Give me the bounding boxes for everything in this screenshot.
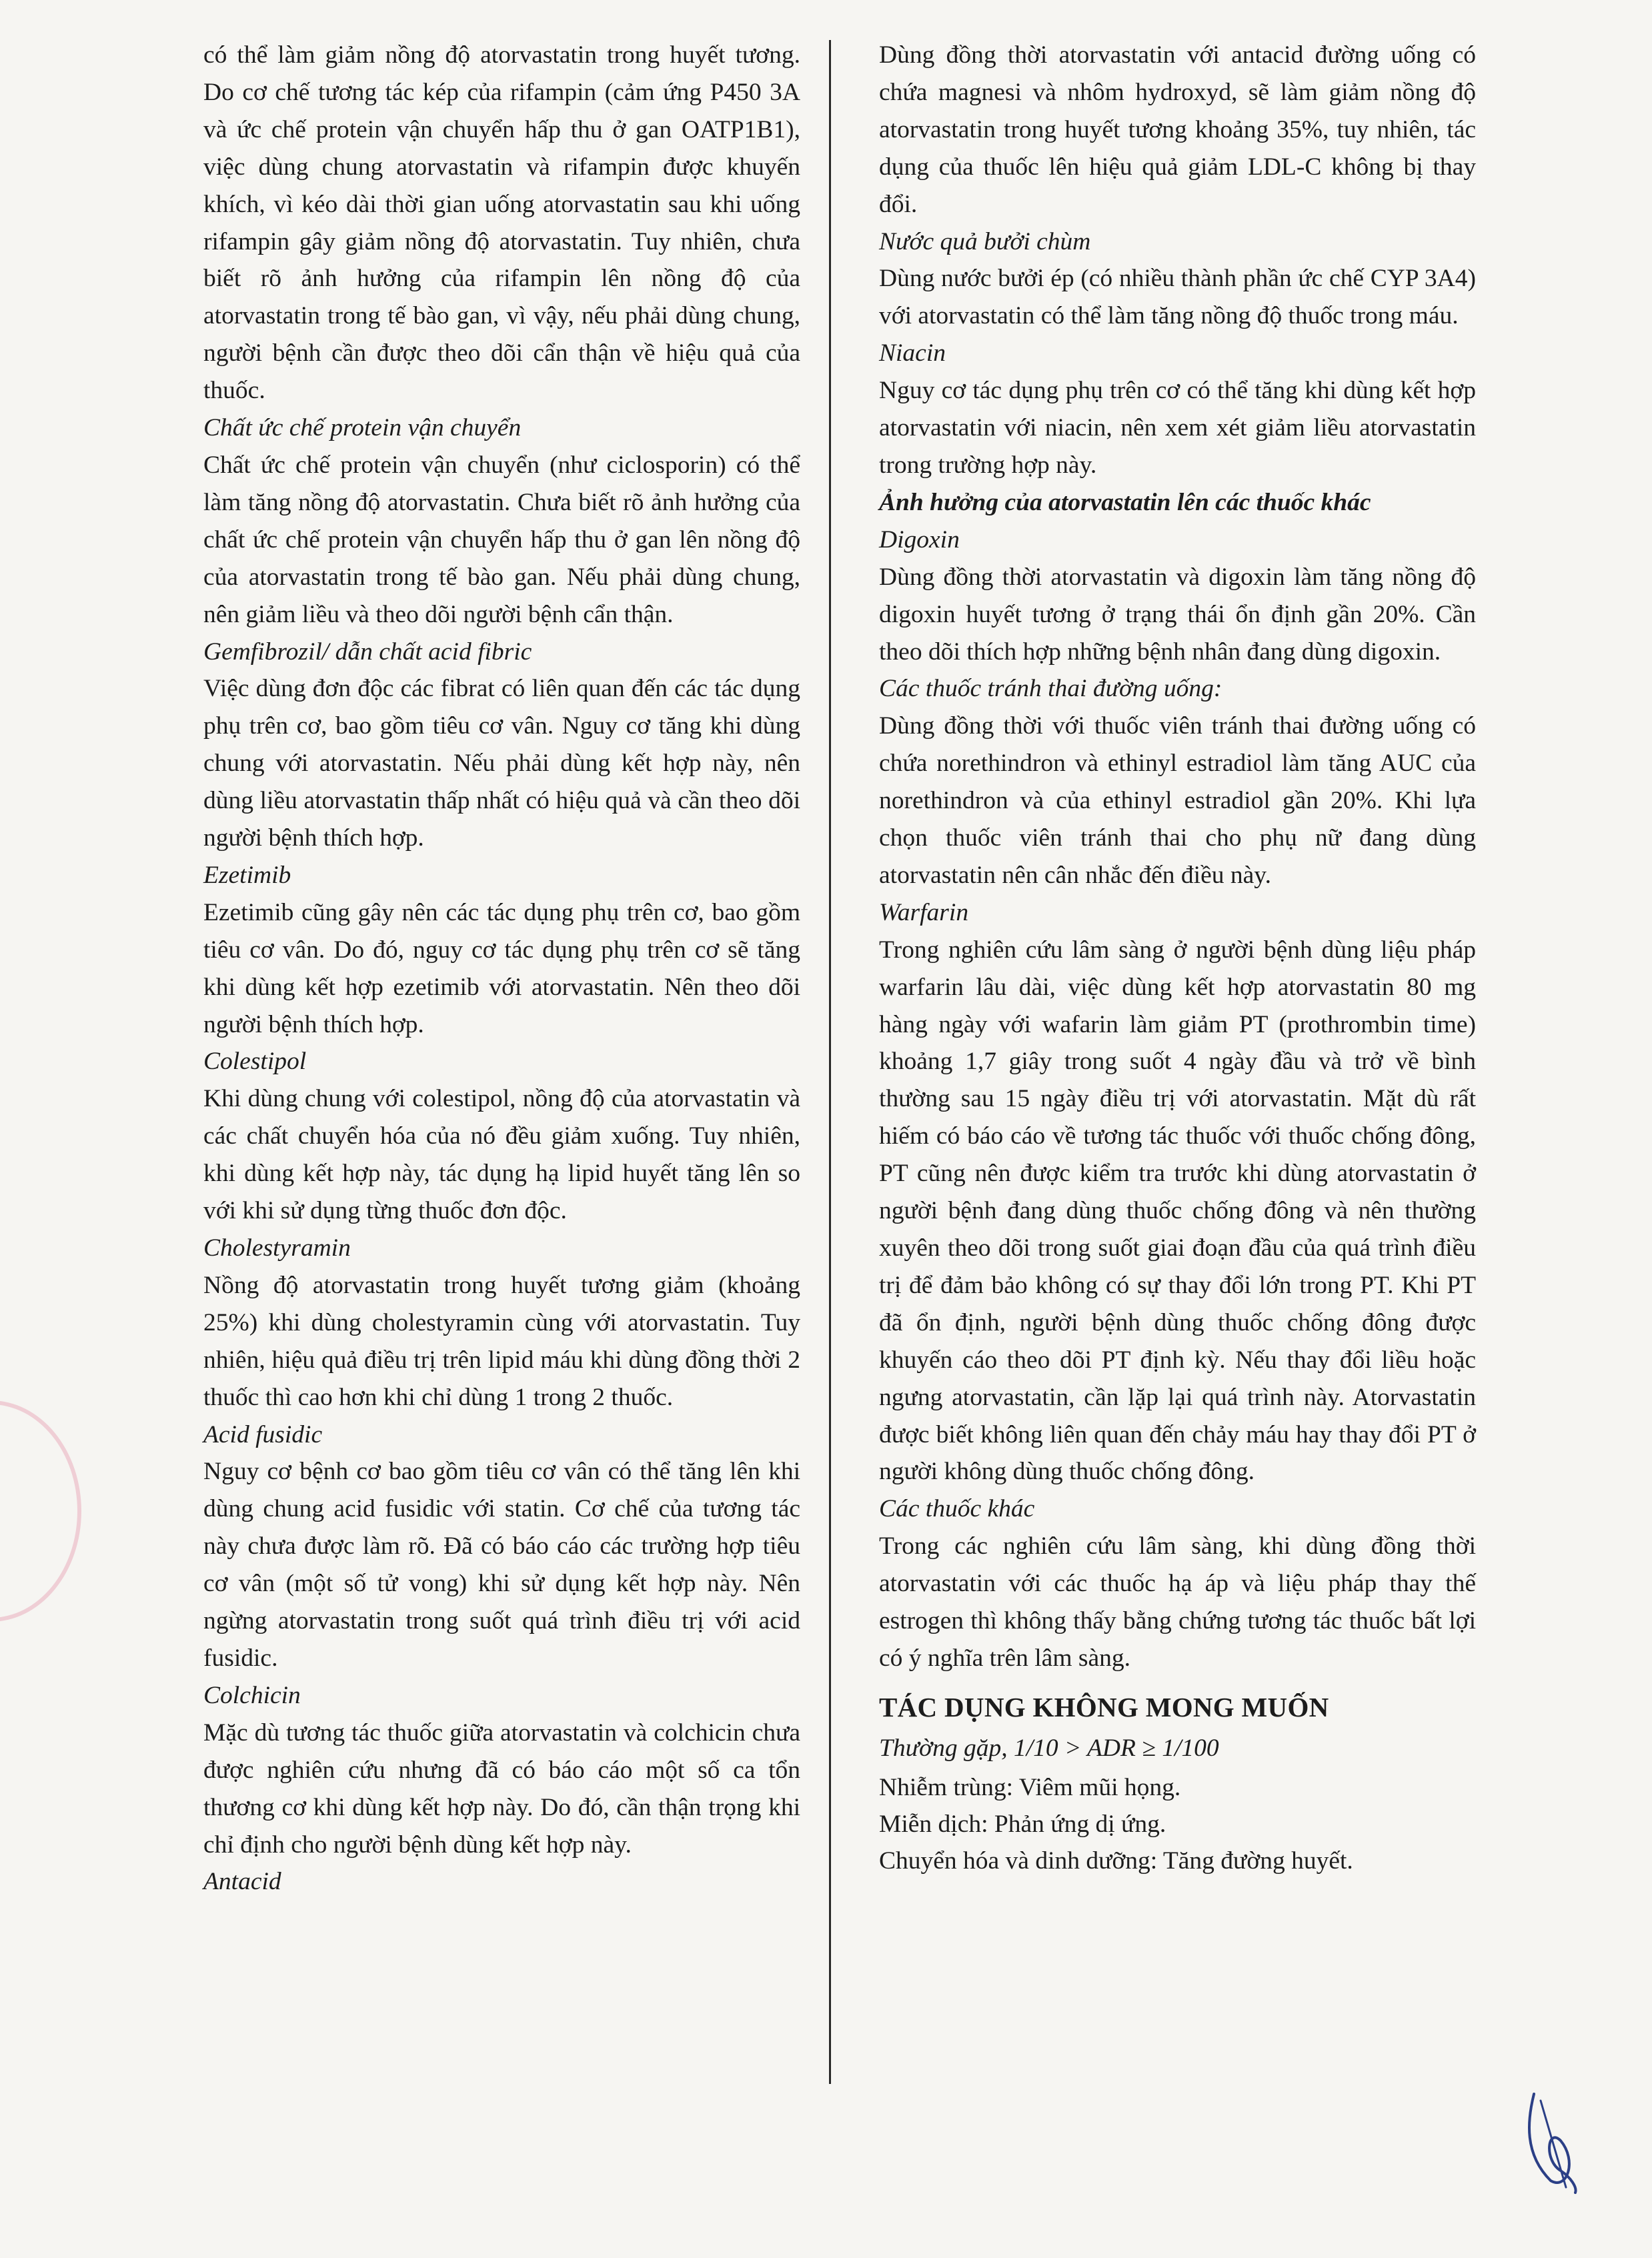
adverse-item-immune: Miễn dịch: Phản ứng dị ứng. (879, 1810, 1166, 1838)
heading-transport-inhibitor: Chất ức chế protein vận chuyển (203, 414, 522, 442)
frequency-label: Thường gặp, 1/10 > ADR ≥ 1/100 (879, 1734, 1219, 1762)
paragraph-acid-fusidic: Nguy cơ bệnh cơ bao gồm tiêu cơ vân có thể tăng lên khi dùng chung acid fusidic với statin. Cơ chế của tương tác này chưa được làm rõ. Đã có báo cáo các trường hợp tiêu cơ vân (một số tử vong) khi sử dụng kết hợp này. Nên ngừng atorvastatin trong suốt quá trình điều trị với acid fusidic. (203, 1458, 800, 1672)
heading-colchicin: Colchicin (203, 1681, 301, 1709)
paragraph-colchicin: Mặc dù tương tác thuốc giữa atorvastatin và colchicin chưa được nghiên cứu nhưng đã có báo cáo một số ca tổn thương cơ khi dùng kết hợp này. Do đó, cần thận trọng khi chỉ định cho người bệnh dùng kết hợp này. (203, 1719, 800, 1859)
heading-effects-on-other-drugs: Ảnh hưởng của atorvastatin lên các thuốc khác (879, 488, 1371, 516)
paragraph-transport-inhibitor: Chất ức chế protein vận chuyển (như ciclosporin) có thể làm tăng nồng độ atorvastatin. Chưa biết rõ ảnh hưởng của chất ức chế protein vận chuyển hấp thu ở gan lên nồng độ của atorvastatin trong tế bào gan. Nếu phải dùng chung, nên giảm liều và theo dõi người bệnh cẩn thận. (203, 451, 800, 628)
paragraph-grapefruit: Dùng nước bưởi ép (có nhiều thành phần ức chế CYP 3A4) với atorvastatin có thể làm tăng nồng độ thuốc trong máu. (879, 265, 1476, 330)
adverse-item-metabolism: Chuyển hóa và dinh dưỡng: Tăng đường huyết. (879, 1847, 1353, 1875)
paragraph-gemfibrozil: Việc dùng đơn độc các fibrat có liên quan đến các tác dụng phụ trên cơ, bao gồm tiêu cơ vân. Nguy cơ tăng khi dùng chung với atorvastatin. Nếu phải dùng kết hợp này, nên dùng liều atorvastatin thấp nhất có hiệu quả và cần theo dõi người bệnh thích hợp. (203, 675, 800, 852)
paragraph-digoxin: Dùng đồng thời atorvastatin và digoxin làm tăng nồng độ digoxin huyết tương ở trạng thái ổn định gần 20%. Cần theo dõi thích hợp những bệnh nhân đang dùng digoxin. (879, 563, 1476, 666)
heading-colestipol: Colestipol (203, 1048, 307, 1076)
left-column (203, 37, 800, 1901)
heading-oral-contraceptives: Các thuốc tránh thai đường uống: (879, 675, 1222, 703)
paragraph-warfarin: Trong nghiên cứu lâm sàng ở người bệnh dùng liệu pháp warfarin lâu dài, việc dùng kết hợp atorvastatin 80 mg hàng ngày với wafarin làm giảm PT (prothrombin time) khoảng 1,7 giây trong suốt 4 ngày đầu và trở về bình thường sau 15 ngày điều trị với atorvastatin. Mặt dù rất hiếm có báo cáo về tương tác thuốc với thuốc chống đông, PT cũng nên được kiểm tra trước khi dùng atorvastatin ở người bệnh đang dùng thuốc chống đông và nên thường xuyên theo dõi trong suốt giai đoạn đầu của quá trình điều trị để đảm bảo không có sự thay đổi lớn trong PT. Khi PT đã ổn định, người bệnh dùng thuốc chống đông được khuyến cáo theo dõi PT định kỳ. Nếu thay đổi liều hoặc ngưng atorvastatin, cần lặp lại quá trình này. Atorvastatin được biết không liên quan đến chảy máu hay thay đổi PT ở người không dùng thuốc chống đông. (879, 936, 1476, 1486)
red-stamp-mark (0, 1400, 81, 1622)
paragraph-niacin: Nguy cơ tác dụng phụ trên cơ có thể tăng khi dùng kết hợp atorvastatin với niacin, nên xem xét giảm liều atorvastatin trong trường hợp này. (879, 377, 1476, 479)
paragraph-antacid: Dùng đồng thời atorvastatin với antacid đường uống có chứa magnesi và nhôm hydroxyd, sẽ làm giảm nồng độ atorvastatin trong huyết tương khoảng 35%, tuy nhiên, tác dụng của thuốc lên hiệu quả giảm LDL-C không bị thay đổi. (879, 41, 1476, 218)
paragraph-other-drugs: Trong các nghiên cứu lâm sàng, khi dùng đồng thời atorvastatin với các thuốc hạ áp và liệu pháp thay thế estrogen thì không thấy bằng chứng tương tác thuốc bất lợi có ý nghĩa trên lâm sàng. (879, 1532, 1476, 1672)
section-title-adverse-effects: TÁC DỤNG KHÔNG MONG MUỐN (879, 1691, 1329, 1723)
column-divider (829, 40, 831, 2084)
paragraph-ezetimib: Ezetimib cũng gây nên các tác dụng phụ trên cơ, bao gồm tiêu cơ vân. Do đó, nguy cơ tác dụng phụ trên cơ sẽ tăng khi dùng kết hợp ezetimib với atorvastatin. Nên theo dõi người bệnh thích hợp. (203, 898, 800, 1038)
heading-niacin: Niacin (879, 339, 946, 367)
heading-antacid: Antacid (203, 1868, 281, 1896)
signature-mark (1514, 2081, 1587, 2194)
right-column (879, 37, 1476, 1879)
paragraph-cholestyramin: Nồng độ atorvastatin trong huyết tương giảm (khoảng 25%) khi dùng cholestyramin cùng với atorvastatin. Tuy nhiên, hiệu quả điều trị trên lipid máu khi dùng đồng thời 2 thuốc thì cao hơn khi chỉ dùng 1 trong 2 thuốc. (203, 1271, 800, 1411)
adverse-item-infection: Nhiễm trùng: Viêm mũi họng. (879, 1773, 1181, 1801)
heading-cholestyramin: Cholestyramin (203, 1234, 351, 1262)
heading-acid-fusidic: Acid fusidic (203, 1420, 323, 1448)
heading-grapefruit: Nước quả bưởi chùm (879, 227, 1091, 255)
heading-other-drugs: Các thuốc khác (879, 1495, 1035, 1523)
paragraph-colestipol: Khi dùng chung với colestipol, nồng độ của atorvastatin và các chất chuyển hóa của nó đều giảm xuống. Tuy nhiên, khi dùng kết hợp này, tác dụng hạ lipid huyết tăng lên so với khi sử dụng từng thuốc đơn độc. (203, 1085, 800, 1225)
heading-ezetimib: Ezetimib (203, 861, 291, 889)
paragraph-oral-contraceptives: Dùng đồng thời với thuốc viên tránh thai đường uống có chứa norethindron và ethinyl estradiol làm tăng AUC của norethindron và của ethinyl estradiol gần 20%. Khi lựa chọn thuốc viên tránh thai cho phụ nữ đang dùng atorvastatin nên cân nhắc đến điều này. (879, 712, 1476, 889)
heading-gemfibrozil: Gemfibrozil/ dẫn chất acid fibric (203, 638, 532, 666)
heading-digoxin: Digoxin (879, 525, 960, 553)
paragraph-rifampin: có thể làm giảm nồng độ atorvastatin trong huyết tương. Do cơ chế tương tác kép của rifampin (cảm ứng P450 3A và ức chế protein vận chuyển hấp thu ở gan OATP1B1), việc dùng chung atorvastatin và rifampin được khuyến khích, vì kéo dài thời gian uống atorvastatin sau khi uống rifampin gây giảm nồng độ atorvastatin. Tuy nhiên, chưa biết rõ ảnh hưởng của rifampin lên nồng độ của atorvastatin trong tế bào gan, vì vậy, nếu phải dùng chung, người bệnh cần được theo dõi cẩn thận về hiệu quả của thuốc. (203, 41, 800, 405)
heading-warfarin: Warfarin (879, 898, 969, 926)
